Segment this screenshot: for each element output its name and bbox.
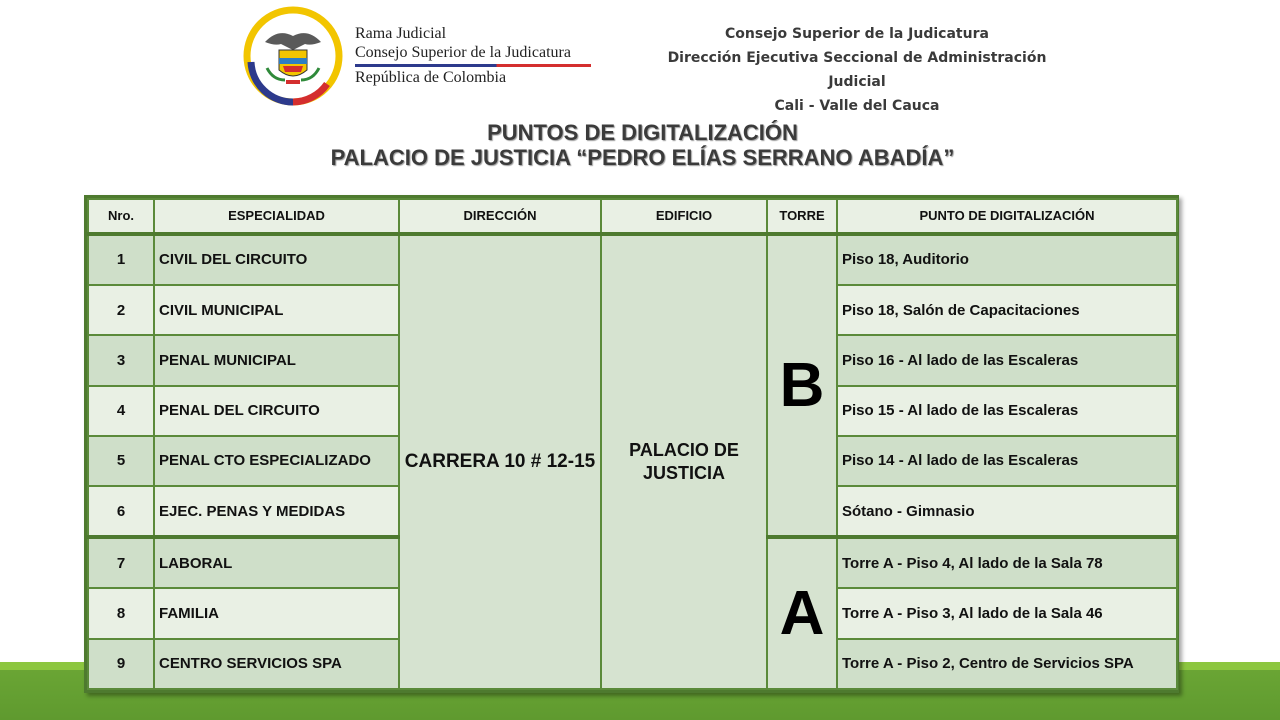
row-especialidad: PENAL MUNICIPAL (154, 335, 399, 385)
org-line-consejo: Consejo Superior de la Judicatura (355, 44, 571, 61)
row-especialidad: LABORAL (154, 537, 399, 588)
table-header-row (88, 199, 1177, 234)
row-nro: 5 (88, 436, 154, 486)
title-line-1: PUNTOS DE DIGITALIZACIÓN (487, 120, 798, 145)
coat-of-arms-icon (243, 6, 343, 106)
row-punto: Torre A - Piso 2, Centro de Servicios SPA (837, 639, 1177, 689)
row-nro: 4 (88, 386, 154, 436)
org-rule (355, 64, 591, 67)
row-punto: Piso 14 - Al lado de las Escaleras (837, 436, 1177, 486)
row-punto: Torre A - Piso 4, Al lado de la Sala 78 (837, 537, 1177, 588)
digitization-table (84, 195, 1179, 693)
title-line-2: PALACIO DE JUSTICIA “PEDRO ELÍAS SERRANO ABADÍA” (330, 145, 955, 170)
header-cali: Cali - Valle del Cauca (774, 98, 940, 114)
row-especialidad: FAMILIA (154, 588, 399, 638)
table-row (88, 234, 1177, 285)
row-nro: 6 (88, 486, 154, 537)
torre-b-cell: B (767, 234, 837, 537)
row-punto: Piso 15 - Al lado de las Escaleras (837, 386, 1177, 436)
row-nro: 8 (88, 588, 154, 638)
row-especialidad: PENAL CTO ESPECIALIZADO (154, 436, 399, 486)
header-nro: Nro. (88, 199, 154, 234)
org-line-republica: República de Colombia (355, 69, 507, 86)
direccion-cell: CARRERA 10 # 12-15 (399, 234, 601, 689)
row-nro: 7 (88, 537, 154, 588)
row-especialidad: CIVIL DEL CIRCUITO (154, 234, 399, 285)
row-nro: 9 (88, 639, 154, 689)
header-direccion-ejecutiva: Dirección Ejecutiva Seccional de Administración Judicial (667, 50, 1047, 90)
row-punto: Piso 18, Auditorio (837, 234, 1177, 285)
header-punto: PUNTO DE DIGITALIZACIÓN (837, 199, 1177, 234)
page-title (200, 120, 1085, 170)
header-especialidad: ESPECIALIDAD (154, 199, 399, 234)
header-edificio: EDIFICIO (601, 199, 767, 234)
row-punto: Piso 16 - Al lado de las Escaleras (837, 335, 1177, 385)
row-nro: 1 (88, 234, 154, 285)
org-line-rama: Rama Judicial (355, 25, 447, 42)
row-punto: Sótano - Gimnasio (837, 486, 1177, 537)
row-punto: Piso 18, Salón de Capacitaciones (837, 285, 1177, 335)
torre-a-cell: A (767, 537, 837, 689)
row-especialidad: CENTRO SERVICIOS SPA (154, 639, 399, 689)
row-nro: 2 (88, 285, 154, 335)
row-especialidad: EJEC. PENAS Y MEDIDAS (154, 486, 399, 537)
header-right-block (640, 22, 1074, 118)
row-especialidad: PENAL DEL CIRCUITO (154, 386, 399, 436)
row-nro: 3 (88, 335, 154, 385)
row-punto: Torre A - Piso 3, Al lado de la Sala 46 (837, 588, 1177, 638)
row-especialidad: CIVIL MUNICIPAL (154, 285, 399, 335)
header-torre: TORRE (767, 199, 837, 234)
edificio-cell: PALACIO DE JUSTICIA (601, 234, 767, 689)
header-consejo: Consejo Superior de la Judicatura (725, 26, 989, 42)
header-direccion: DIRECCIÓN (399, 199, 601, 234)
rama-judicial-logo (243, 6, 593, 106)
